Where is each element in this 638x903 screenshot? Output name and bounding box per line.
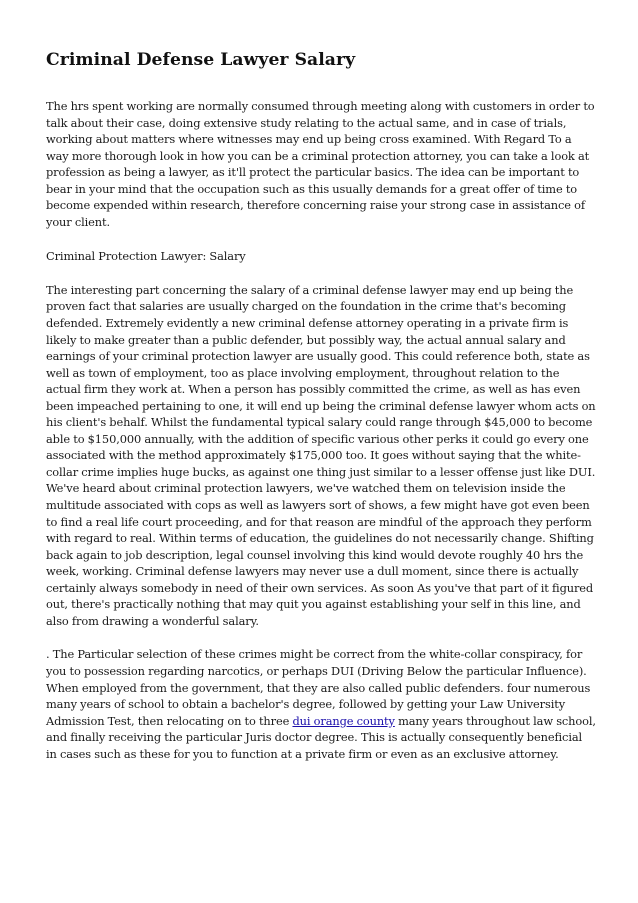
dui-orange-county-link[interactable]: dui orange county bbox=[292, 713, 395, 728]
salary-paragraph: The interesting part concerning the salary of a criminal defense lawyer may end up being the proven fact that salaries are usually charged on the foundation in the crime that's becoming defended. Extremely evidently a new criminal defense attorney operating in a private firm is likely to make greater than a public defender, but possibly way, the actual annual salary and earnings of your criminal protection lawyer are usually good. This could reference both, state as well as town of employment, too as place involving employment, throughout relation to the actual firm they work at. When a person has possibly committed the crime, as well as has even been impeached pertaining to one, it will end up being the criminal defense lawyer whom acts on his client's behalf. Whilst the fundamental typical salary could range through $45,000 to become able to $150,000 annually, with the addition of specific various other perks it could go every one associated with the method approximately $175,000 too. It goes without saying that the white-collar crime implies huge bucks, as against one thing just similar to a lesser offense just like DUI. We've heard about criminal protection lawyers, we've watched them on television inside the multitude associated with cops as well as lawyers sort of shows, a few might have got even been to find a real life court proceeding, and for that reason are mindful of the approach they perform with regard to real. Within terms of education, the guidelines do not necessarily change. Shifting back again to job description, legal counsel involving this kind would devote roughly 40 hrs the week, working. Criminal defense lawyers may never use a dull moment, since there is actually certainly always somebody in need of their own services. As soon As you've that part of it figured out, there's practically nothing that may quit you against establishing your self in this line, and also from drawing a wonderful salary. bbox=[46, 282, 596, 628]
education-text-before-link: . The Particular selection of these crimes might be correct from the white-collar conspiracy, for you to possession regarding narcotics, or perhaps DUI (Driving Below the particular Influence). When employed from the government, that they are also called public defenders. four numerous many years of school to obtain a bachelor's degree, followed by getting your Law University Admission Test, then relocating on to three bbox=[46, 647, 591, 728]
document-page bbox=[46, 48, 596, 762]
intro-paragraph: The hrs spent working are normally consumed through meeting along with customers in order to talk about their case, doing extensive study relating to the actual same, and in case of trials, working about matters where witnesses may end up being cross examined. With Regard To a way more thorough look in how you can be a criminal protection attorney, you can take a look at profession as being a lawyer, as it'll protect the particular basics. The idea can be important to bear in your mind that the occupation such as this usually demands for a great offer of time to become expended within research, therefore concerning raise your strong case in assistance of your client. bbox=[46, 99, 595, 229]
education-paragraph bbox=[46, 646, 596, 762]
page-title: Criminal Defense Lawyer Salary bbox=[46, 50, 356, 70]
section-subheading: Criminal Protection Lawyer: Salary bbox=[46, 249, 246, 264]
education-text-after-link: many years throughout law school, and finally receiving the particular Juris doctor degree. This is actually consequently beneficial in cases such as these for you to function at a private firm or even as an exclusive attorney. bbox=[46, 713, 596, 761]
